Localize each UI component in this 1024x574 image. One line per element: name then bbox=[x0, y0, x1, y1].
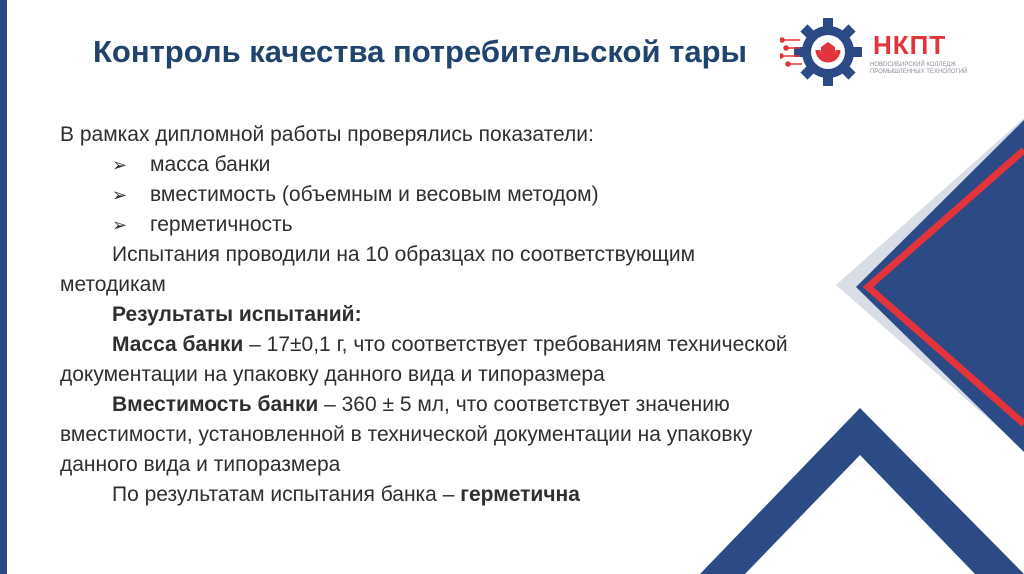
capacity-text: – 360 ± 5 мл, что соответствует значению bbox=[318, 393, 730, 416]
left-edge-stripe bbox=[0, 0, 7, 574]
mass-label: Масса банки bbox=[112, 333, 244, 356]
bullet-text: вместимость (объемным и весовым методом) bbox=[150, 183, 599, 206]
capacity-result-line3: данного вида и типоразмера bbox=[60, 453, 341, 476]
arrow-bullet-icon: ➢ bbox=[112, 155, 128, 175]
intro-text: В рамках дипломной работы проверялись показатели: bbox=[60, 123, 594, 146]
arrow-bullet-icon: ➢ bbox=[112, 185, 128, 205]
conclusion-bold: герметична bbox=[460, 483, 580, 506]
gear-icon bbox=[780, 12, 880, 92]
capacity-result-line2: вместимости, установленной в технической документации на упаковку bbox=[60, 423, 753, 446]
mass-result-line2: документации на упаковку данного вида и типоразмера bbox=[60, 363, 605, 386]
arrow-bullet-icon: ➢ bbox=[112, 215, 128, 235]
bullet-text: масса банки bbox=[150, 153, 271, 176]
tests-text-line2: методикам bbox=[60, 273, 166, 296]
capacity-result-line1 bbox=[60, 390, 880, 420]
mass-text: – 17±0,1 г, что соответствует требованиям технической bbox=[243, 333, 788, 356]
tests-text-line1: Испытания проводили на 10 образцах по соответствующим bbox=[112, 243, 696, 266]
bullet-item bbox=[60, 180, 880, 210]
bullet-item bbox=[60, 210, 880, 240]
conclusion-line bbox=[60, 480, 880, 510]
results-heading: Результаты испытаний: bbox=[112, 303, 362, 326]
mass-result-line1 bbox=[60, 330, 880, 360]
logo-name: НКПТ bbox=[873, 30, 947, 60]
bullet-item bbox=[60, 150, 880, 180]
logo-subtitle: НОВОСИБИРСКИЙ КОЛЛЕДЖ ПРОМЫШЛЕННЫХ ТЕХНОЛОГИЙ bbox=[870, 62, 968, 75]
slide-body bbox=[60, 120, 880, 510]
conclusion-text: По результатам испытания банка – bbox=[112, 483, 461, 506]
capacity-label: Вместимость банки bbox=[112, 393, 319, 416]
bullet-text: герметичность bbox=[150, 213, 293, 236]
slide-title: Контроль качества потребительской тары bbox=[93, 34, 747, 69]
